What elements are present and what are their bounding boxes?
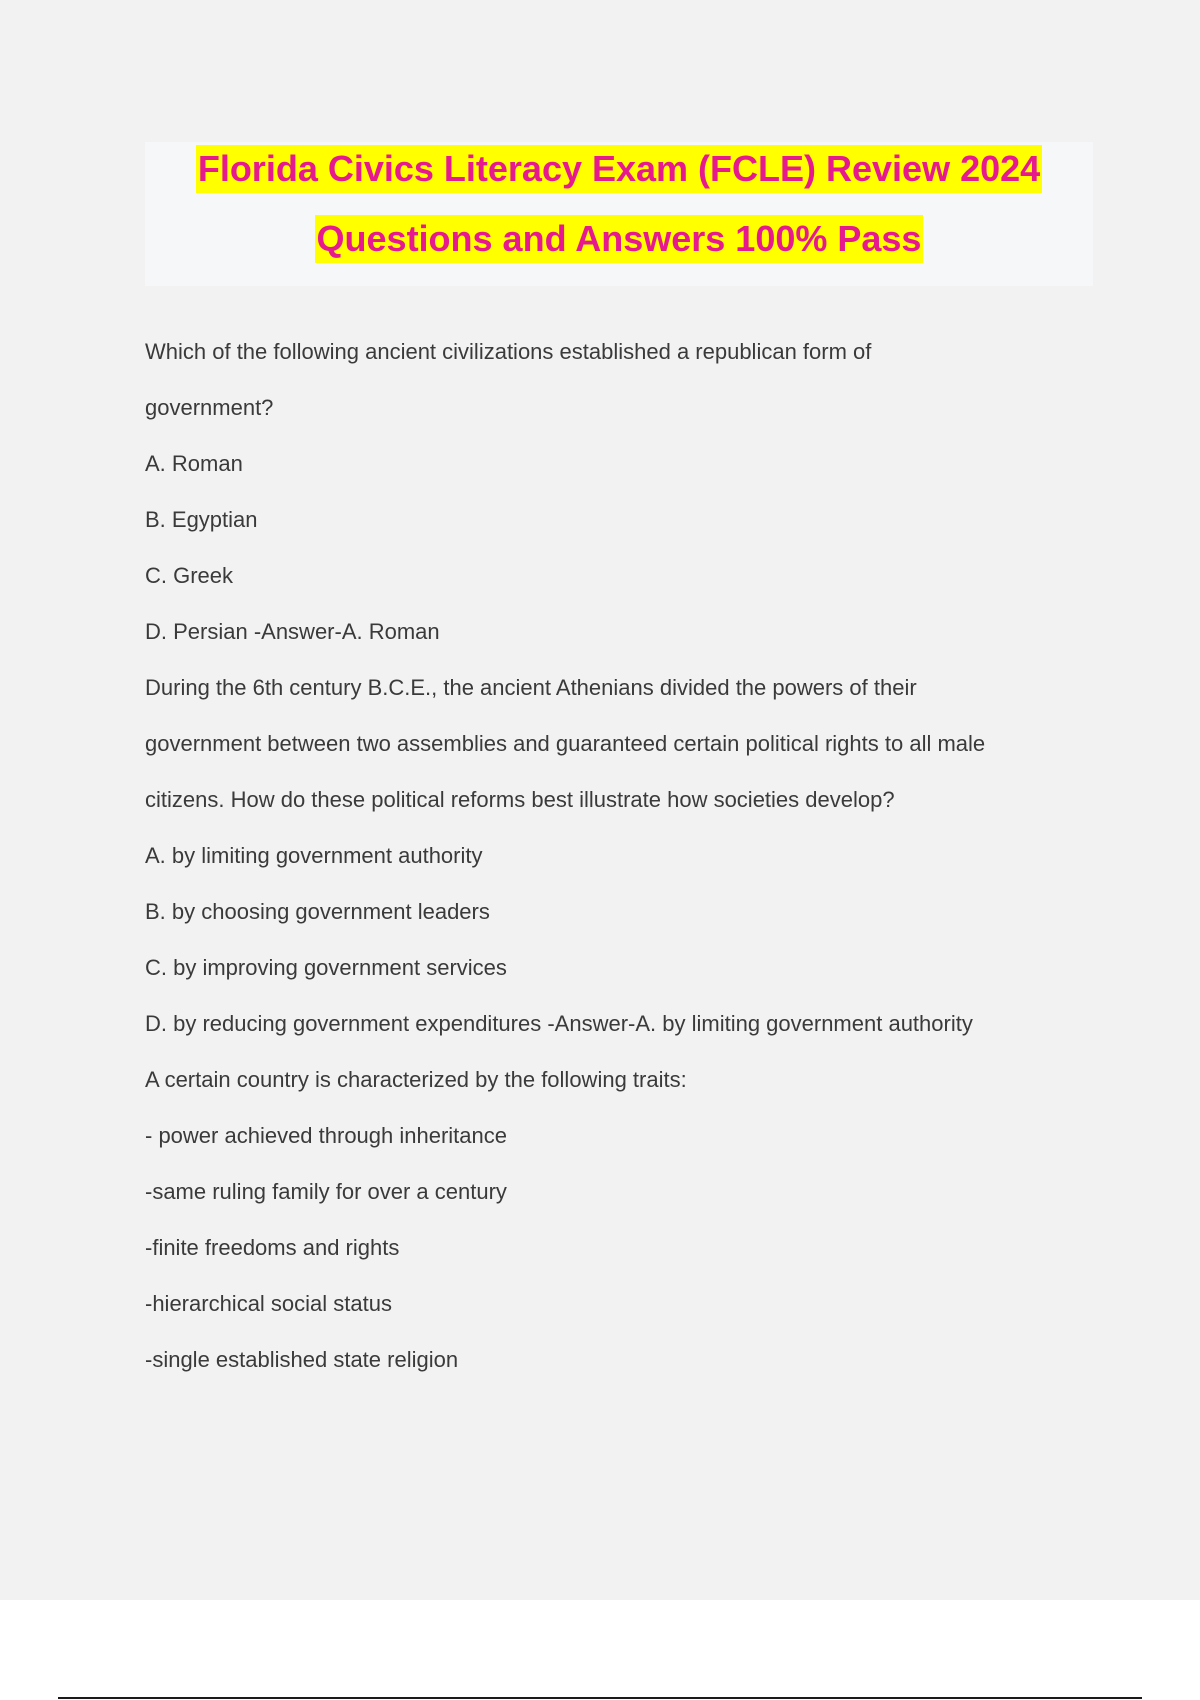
question-3-trait-4: -hierarchical social status	[145, 1291, 392, 1316]
question-2-option-c: C. by improving government services	[145, 955, 507, 980]
question-3-trait-2: -same ruling family for over a century	[145, 1179, 507, 1204]
question-2-option-a: A. by limiting government authority	[145, 843, 483, 868]
question-1-text-continued: government?	[145, 395, 274, 420]
question-1-option-d-answer: D. Persian -Answer-A. Roman	[145, 619, 440, 644]
document-body	[145, 334, 1095, 1398]
question-2-text: During the 6th century B.C.E., the ancient Athenians divided the powers of their	[145, 675, 917, 700]
question-3-trait-1: - power achieved through inheritance	[145, 1123, 508, 1148]
question-2-text-continued: government between two assemblies and guaranteed certain political rights to all male	[145, 731, 986, 756]
question-1-option-b: B. Egyptian	[145, 507, 258, 532]
question-3-trait-3: -finite freedoms and rights	[145, 1235, 400, 1260]
document-title-line-2: Questions and Answers 100% Pass	[315, 215, 924, 263]
question-2-option-b: B. by choosing government leaders	[145, 899, 490, 924]
footer-divider	[58, 1697, 1142, 1699]
question-1-option-c: C. Greek	[145, 563, 234, 588]
document-title-line-1: Florida Civics Literacy Exam (FCLE) Review 2024	[196, 145, 1042, 193]
question-1-option-a: A. Roman	[145, 451, 243, 476]
question-1-text: Which of the following ancient civilizations established a republican form of	[145, 339, 872, 364]
question-2-text-continued-2: citizens. How do these political reforms best illustrate how societies develop?	[145, 787, 895, 812]
title-block	[145, 142, 1093, 286]
question-3-text: A certain country is characterized by the following traits:	[145, 1067, 687, 1092]
question-2-option-d-answer: D. by reducing government expenditures -Answer-A. by limiting government authority	[145, 1011, 973, 1036]
question-3-trait-5: -single established state religion	[145, 1347, 459, 1372]
